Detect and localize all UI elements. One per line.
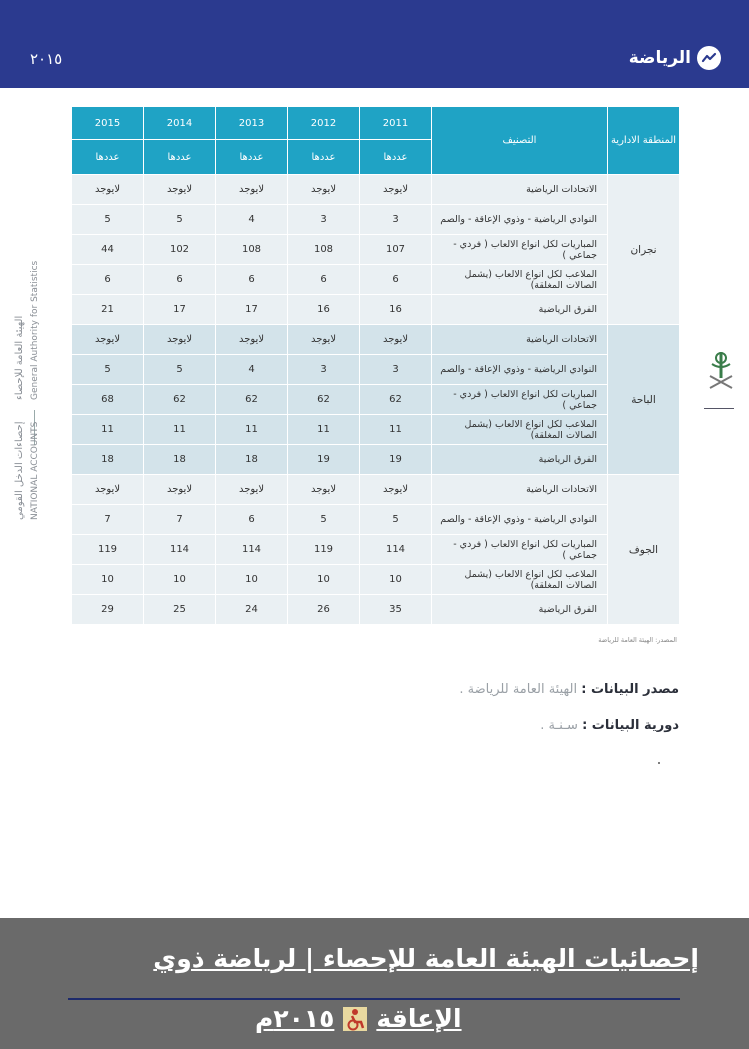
banner-rule: [68, 998, 680, 1000]
table-row: [72, 295, 680, 325]
year-value-cell: 11: [216, 415, 288, 445]
year-value-cell: 62: [144, 385, 216, 415]
header-year: ٢٠١٥: [30, 50, 63, 68]
year-value-cell: لايوجد: [72, 325, 144, 355]
year-value-cell: 62: [360, 385, 432, 415]
unit-header: عددها: [360, 140, 432, 175]
year-value-cell: 107: [360, 235, 432, 265]
year-value-cell: 6: [216, 265, 288, 295]
year-value-cell: 6: [360, 265, 432, 295]
table-row: [72, 175, 680, 205]
year-value-cell: 18: [144, 445, 216, 475]
side-org-label: [12, 250, 62, 550]
section-title: [629, 46, 721, 70]
year-value-cell: 25: [144, 595, 216, 625]
year-header: 2013: [216, 107, 288, 140]
year-value-cell: 62: [216, 385, 288, 415]
year-header: 2014: [144, 107, 216, 140]
page-header: [0, 0, 749, 88]
year-value-cell: 4: [216, 355, 288, 385]
year-value-cell: 17: [144, 295, 216, 325]
year-value-cell: 7: [144, 505, 216, 535]
year-value-cell: 114: [360, 535, 432, 565]
year-value-cell: 19: [360, 445, 432, 475]
year-value-cell: 68: [72, 385, 144, 415]
data-frequency-label: دورية البيانات :: [582, 718, 679, 733]
year-value-cell: 62: [288, 385, 360, 415]
table-row: [72, 265, 680, 295]
year-value-cell: لايوجد: [360, 325, 432, 355]
data-source-line: [459, 682, 679, 697]
banner-title-line2: [255, 1004, 462, 1033]
category-cell: النوادي الرياضية - وذوي الإعاقة - والصم: [432, 505, 608, 535]
category-cell: الاتحادات الرياضية: [432, 175, 608, 205]
wheelchair-icon: [342, 1006, 368, 1032]
table-row: [72, 385, 680, 415]
unit-header: عددها: [144, 140, 216, 175]
table-row: [72, 445, 680, 475]
unit-header: عددها: [72, 140, 144, 175]
section-arabic: إحصاءات الدخل القومي: [14, 421, 25, 520]
year-value-cell: لايوجد: [216, 175, 288, 205]
category-cell: المباريات لكل انواع الالعاب ( فردي - جماعي ): [432, 235, 608, 265]
year-value-cell: 3: [360, 205, 432, 235]
year-value-cell: 5: [288, 505, 360, 535]
data-frequency-value: سـنـة .: [540, 718, 578, 733]
year-value-cell: لايوجد: [288, 175, 360, 205]
table-row: [72, 415, 680, 445]
category-cell: الاتحادات الرياضية: [432, 325, 608, 355]
saudi-emblem-icon: [704, 348, 738, 408]
year-value-cell: 10: [144, 565, 216, 595]
category-cell: الملاعب لكل انواع الالعاب (يشمل الصالات المغلقة): [432, 565, 608, 595]
stray-dot: [658, 762, 660, 764]
banner-line2-year: ٢٠١٥م: [255, 1004, 335, 1033]
data-source-label: مصدر البيانات :: [581, 682, 679, 697]
year-value-cell: 108: [288, 235, 360, 265]
category-cell: الملاعب لكل انواع الالعاب (يشمل الصالات المغلقة): [432, 415, 608, 445]
year-value-cell: 114: [216, 535, 288, 565]
year-value-cell: 3: [360, 355, 432, 385]
category-cell: الملاعب لكل انواع الالعاب (يشمل الصالات المغلقة): [432, 265, 608, 295]
year-value-cell: 6: [288, 265, 360, 295]
year-value-cell: 26: [288, 595, 360, 625]
year-value-cell: 19: [288, 445, 360, 475]
banner-title-line1: إحصائيات الهيئة العامة للإحصاء | لرياضة ذوي: [153, 944, 699, 973]
year-value-cell: لايوجد: [144, 475, 216, 505]
section-english: NATIONAL ACCOUNTS: [30, 421, 40, 520]
year-value-cell: 11: [288, 415, 360, 445]
year-value-cell: لايوجد: [288, 475, 360, 505]
year-header: 2012: [288, 107, 360, 140]
unit-header: عددها: [288, 140, 360, 175]
year-value-cell: لايوجد: [216, 475, 288, 505]
year-value-cell: 10: [216, 565, 288, 595]
year-value-cell: 16: [288, 295, 360, 325]
year-value-cell: 3: [288, 355, 360, 385]
year-value-cell: 5: [72, 355, 144, 385]
year-value-cell: 11: [360, 415, 432, 445]
data-source-value: الهيئة العامة للرياضة .: [459, 682, 578, 697]
table-row: [72, 535, 680, 565]
year-value-cell: 108: [216, 235, 288, 265]
year-header: 2011: [360, 107, 432, 140]
year-header: 2015: [72, 107, 144, 140]
table-row: [72, 205, 680, 235]
year-value-cell: لايوجد: [360, 475, 432, 505]
year-value-cell: لايوجد: [72, 175, 144, 205]
unit-header: عددها: [216, 140, 288, 175]
org-english: General Authority for Statistics: [30, 260, 40, 400]
year-value-cell: لايوجد: [72, 475, 144, 505]
year-value-cell: 21: [72, 295, 144, 325]
section-title-text: الرياضة: [628, 48, 691, 68]
year-value-cell: 6: [144, 265, 216, 295]
category-cell: الفرق الرياضية: [432, 445, 608, 475]
table-row: [72, 355, 680, 385]
region-cell: الباحة: [608, 325, 680, 475]
table-row: [72, 595, 680, 625]
year-value-cell: لايوجد: [216, 325, 288, 355]
region-header: المنطقة الادارية: [608, 107, 680, 175]
year-value-cell: لايوجد: [144, 325, 216, 355]
year-value-cell: 5: [144, 205, 216, 235]
category-cell: المباريات لكل انواع الالعاب ( فردي - جماعي ): [432, 535, 608, 565]
year-value-cell: 10: [72, 565, 144, 595]
sports-stats-table: [71, 106, 680, 625]
year-value-cell: لايوجد: [360, 175, 432, 205]
year-value-cell: 119: [72, 535, 144, 565]
footer-banner: [0, 918, 749, 1049]
banner-line2-word: الإعاقة: [376, 1004, 462, 1033]
year-value-cell: 119: [288, 535, 360, 565]
year-value-cell: 11: [144, 415, 216, 445]
category-header: التصنيف: [432, 107, 608, 175]
category-cell: المباريات لكل انواع الالعاب ( فردي - جماعي ): [432, 385, 608, 415]
category-cell: النوادي الرياضية - وذوي الإعاقة - والصم: [432, 205, 608, 235]
year-value-cell: 3: [288, 205, 360, 235]
year-value-cell: 4: [216, 205, 288, 235]
year-value-cell: 6: [72, 265, 144, 295]
trend-icon: [697, 46, 721, 70]
region-cell: الجوف: [608, 475, 680, 625]
year-value-cell: 29: [72, 595, 144, 625]
year-value-cell: 11: [72, 415, 144, 445]
table-source-note: المصدر: الهيئة العامة للرياضة: [598, 636, 677, 644]
year-value-cell: 10: [288, 565, 360, 595]
year-value-cell: 114: [144, 535, 216, 565]
table-row: [72, 325, 680, 355]
data-frequency-line: [540, 718, 679, 733]
year-value-cell: 6: [216, 505, 288, 535]
year-value-cell: 10: [360, 565, 432, 595]
table-row: [72, 565, 680, 595]
year-value-cell: 5: [144, 355, 216, 385]
year-value-cell: 18: [72, 445, 144, 475]
category-cell: الفرق الرياضية: [432, 295, 608, 325]
year-value-cell: 16: [360, 295, 432, 325]
year-value-cell: 5: [72, 205, 144, 235]
year-value-cell: لايوجد: [288, 325, 360, 355]
category-cell: الاتحادات الرياضية: [432, 475, 608, 505]
table-row: [72, 235, 680, 265]
year-value-cell: 24: [216, 595, 288, 625]
table-row: [72, 505, 680, 535]
year-value-cell: 18: [216, 445, 288, 475]
year-value-cell: 102: [144, 235, 216, 265]
category-cell: الفرق الرياضية: [432, 595, 608, 625]
year-value-cell: 44: [72, 235, 144, 265]
region-cell: نجران: [608, 175, 680, 325]
year-value-cell: 5: [360, 505, 432, 535]
year-value-cell: لايوجد: [144, 175, 216, 205]
year-value-cell: 7: [72, 505, 144, 535]
org-arabic: الهيئة العامة للإحصاء: [14, 315, 25, 400]
category-cell: النوادي الرياضية - وذوي الإعاقة - والصم: [432, 355, 608, 385]
emblem-rule: [704, 408, 734, 409]
year-value-cell: 35: [360, 595, 432, 625]
year-value-cell: 17: [216, 295, 288, 325]
table-row: [72, 475, 680, 505]
